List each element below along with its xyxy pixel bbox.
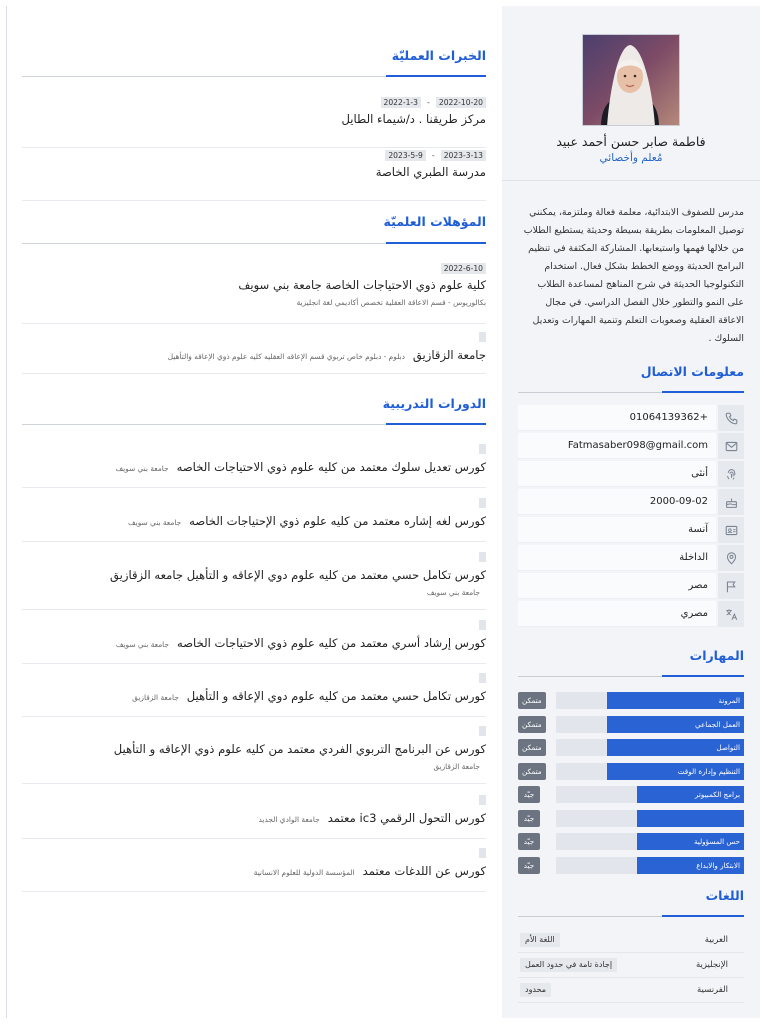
skill-row (518, 808, 744, 832)
course-item (22, 726, 486, 784)
course-institution: جامعة بني سويف (426, 588, 480, 597)
contact-value: 2000-09-02 (518, 489, 716, 515)
skill-row (518, 831, 744, 855)
fingerprint-icon (718, 461, 744, 487)
skill-bar-track (556, 763, 744, 780)
contact-row (518, 572, 744, 600)
course-institution: جامعة الوادي الجديد (258, 815, 320, 824)
qualification-subtitle: دبلوم - دبلوم خاص تربوي قسم الإعاقه العقليه كليه علوم ذوي الإعاقه والتأهيل (167, 352, 405, 361)
skills-list (518, 690, 744, 878)
profile-photo (582, 34, 680, 126)
qualifications-heading-rule (22, 243, 486, 244)
skills-heading-rule (518, 676, 744, 677)
course-item (22, 795, 486, 839)
contact-value: آنسة (518, 517, 716, 543)
skill-bar-track (556, 786, 744, 803)
phone-icon (718, 405, 744, 431)
qualification-subtitle: بكالوريوس - قسم الاعاقة العقلية تخصص أكاديمي لغة انجليزية (296, 298, 486, 307)
course-title: كورس عن البرنامج التربوي الفردي معتمد من كليه علوم ذوي الإعاقه و التأهيل (113, 742, 486, 756)
skill-bar-track (556, 739, 744, 756)
skill-bar-fill (637, 810, 744, 827)
skill-bar-fill: المرونة (607, 692, 744, 709)
placeholder-mark (479, 795, 486, 805)
qualification-date: 2022-6-10 (441, 263, 486, 274)
course-institution: جامعة الزقازيق (132, 693, 179, 702)
courses-heading-rule (22, 424, 486, 425)
id-card-icon (718, 517, 744, 543)
language-name: العربية (704, 935, 728, 945)
skill-row (518, 761, 744, 785)
about-text: مدرس للصفوف الابتدائية، معلمة فعالة وملتزمة، يمكنني توصيل المعلومات بطريقة بسيطة وحديثة يستطيع الطلاب من خلالها فهمها واستيعابها. المشاركة المكثفة في تنظيم البرامج الحديثة ووضع الخطط بشكل فعال. استخدام التكنولوجيا الحديثة في شرح المناهج لمساعدة الطلاب على النمو والتطور خلال الفصل الدراسي. في مجال الاعاقة العقلية وصعوبات التعلم وتنمية المهارات وتعديل السلوك . (523, 207, 744, 344)
skill-bar-track (556, 857, 744, 874)
skill-row (518, 784, 744, 808)
skill-level-badge: جيّد (518, 786, 540, 803)
course-title: كورس التحول الرقمي ic3 معتمد (327, 811, 486, 825)
experience-item (22, 96, 486, 148)
skill-level-badge: متمكن (518, 716, 546, 733)
location-pin-icon (718, 545, 744, 571)
contact-heading: معلومات الاتصال (640, 364, 744, 379)
course-item (22, 620, 486, 664)
date-separator: - (431, 150, 435, 160)
course-item (22, 848, 486, 892)
course-title: كورس تكامل حسي معتمد من كليه علوم دوي الإعاقه و التأهيل (186, 689, 486, 703)
skill-row (518, 714, 744, 738)
contact-value: أنثى (518, 461, 716, 487)
date-separator: - (426, 97, 430, 107)
start-date: 2023-3-13 (441, 150, 486, 161)
language-name: الإنجليزية (695, 960, 728, 970)
qualifications-heading: المؤهلات العلميّة (383, 214, 486, 229)
contact-row (518, 404, 744, 432)
contact-value: مصري (518, 601, 716, 627)
placeholder-mark (479, 848, 486, 858)
start-date: 2022-10-20 (436, 97, 486, 108)
languages-heading-rule (518, 916, 744, 917)
contact-row (518, 432, 744, 460)
languages-heading: اللغات (705, 888, 744, 903)
skill-row (518, 855, 744, 879)
skill-bar-fill: التواصل (607, 739, 744, 756)
cake-icon (718, 489, 744, 515)
qualification-title: كلية علوم ذوي الاحتياجات الخاصة جامعة بني سويف (238, 278, 486, 292)
course-item (22, 552, 486, 610)
skill-bar-fill: التنظيم وإدارة الوقت (607, 763, 744, 780)
course-institution: جامعة الزقازيق (433, 762, 480, 771)
course-title: كورس تعديل سلوك معتمد من كليه علوم ذوي الاحتياجات الخاصه (176, 460, 486, 474)
contact-value: +01064139362 (518, 405, 716, 431)
contact-row (518, 460, 744, 488)
contact-list (518, 404, 744, 628)
language-level: محدود (520, 983, 551, 997)
divider (502, 180, 760, 181)
courses-heading: الدورات التدريبية (382, 396, 486, 411)
skill-level-badge: متمكن (518, 692, 546, 709)
course-institution: المؤسسة الدولية للعلوم الانسانية (253, 868, 355, 877)
placeholder-mark (479, 332, 486, 342)
course-institution: جامعة بني سويف (115, 464, 169, 473)
mail-icon (718, 433, 744, 459)
placeholder-mark (479, 620, 486, 630)
skill-bar-track (556, 810, 744, 827)
language-level: إجادة تامة في حدود العمل (520, 958, 617, 972)
placeholder-mark (479, 552, 486, 562)
skills-heading: المهارات (689, 648, 744, 663)
skill-bar-track (556, 692, 744, 709)
skill-level-badge: جيّد (518, 833, 540, 850)
experience-heading-rule (22, 76, 486, 77)
languages-list (518, 928, 744, 1003)
contact-row (518, 600, 744, 628)
skill-bar-fill: حس المسؤولية (637, 833, 744, 850)
person-name: فاطمة صابر حسن أحمد عبيد (556, 134, 706, 149)
contact-heading-rule (518, 392, 744, 393)
experience-title: مدرسة الطبري الخاصة (375, 165, 486, 179)
flag-icon (718, 573, 744, 599)
placeholder-mark (479, 498, 486, 508)
course-title: كورس عن اللدغات معتمد (362, 864, 486, 878)
skill-level-badge: متمكن (518, 763, 546, 780)
contact-row (518, 516, 744, 544)
course-title: كورس تكامل حسي معتمد من كليه علوم دوي الإعاقه و التأهيل جامعه الزقازيق (109, 568, 486, 582)
experience-title: مركز طريقنا . د/شيماء الطايل (341, 112, 486, 126)
skill-row (518, 690, 744, 714)
language-level: اللغة الأم (520, 933, 560, 947)
experience-item (22, 149, 486, 201)
language-row (518, 928, 744, 953)
skill-bar-track (556, 716, 744, 733)
contact-row (518, 488, 744, 516)
language-name: الفرنسية (696, 985, 728, 995)
course-item (22, 673, 486, 717)
language-row (518, 953, 744, 978)
main-content (22, 6, 486, 1018)
contact-value: Fatmasaber098@gmail.com (518, 433, 716, 459)
placeholder-mark (479, 673, 486, 683)
skill-level-badge: متمكن (518, 739, 546, 756)
qualification-title: جامعة الزقازيق (412, 348, 486, 362)
course-institution: جامعة بني سويف (115, 640, 169, 649)
language-row (518, 978, 744, 1003)
skill-row (518, 737, 744, 761)
course-item (22, 498, 486, 542)
translate-icon (718, 601, 744, 627)
end-date: 2023-5-9 (385, 150, 425, 161)
skill-level-badge: جيّد (518, 857, 540, 874)
skill-bar-fill: العمل الجماعي (607, 716, 744, 733)
placeholder-mark (479, 444, 486, 454)
placeholder-mark (479, 726, 486, 736)
course-title: كورس لغه إشاره معتمد من كليه علوم ذوي الإحتياجات الخاصه (189, 514, 486, 528)
sidebar (502, 6, 760, 1018)
qualification-item (22, 262, 486, 324)
qualification-item (22, 332, 486, 374)
skill-bar-track (556, 833, 744, 850)
skill-bar-fill: الابتكار والابداع (637, 857, 744, 874)
course-title: كورس إرشاد أسري معتمد من كليه علوم ذوي الاحتياجات الخاصه (177, 636, 486, 650)
person-role: مُعلم وأخصائي (599, 152, 663, 164)
course-institution: جامعة بني سويف (127, 518, 182, 527)
end-date: 2022-1-3 (381, 97, 421, 108)
skill-level-badge: جيّد (518, 810, 540, 827)
experience-heading: الخبرات العمليّة (391, 48, 486, 63)
course-item (22, 444, 486, 488)
contact-value: الداخلة (518, 545, 716, 571)
contact-row (518, 544, 744, 572)
skill-bar-fill: برامج الكمبيوتر (637, 786, 744, 803)
contact-value: مصر (518, 573, 716, 599)
